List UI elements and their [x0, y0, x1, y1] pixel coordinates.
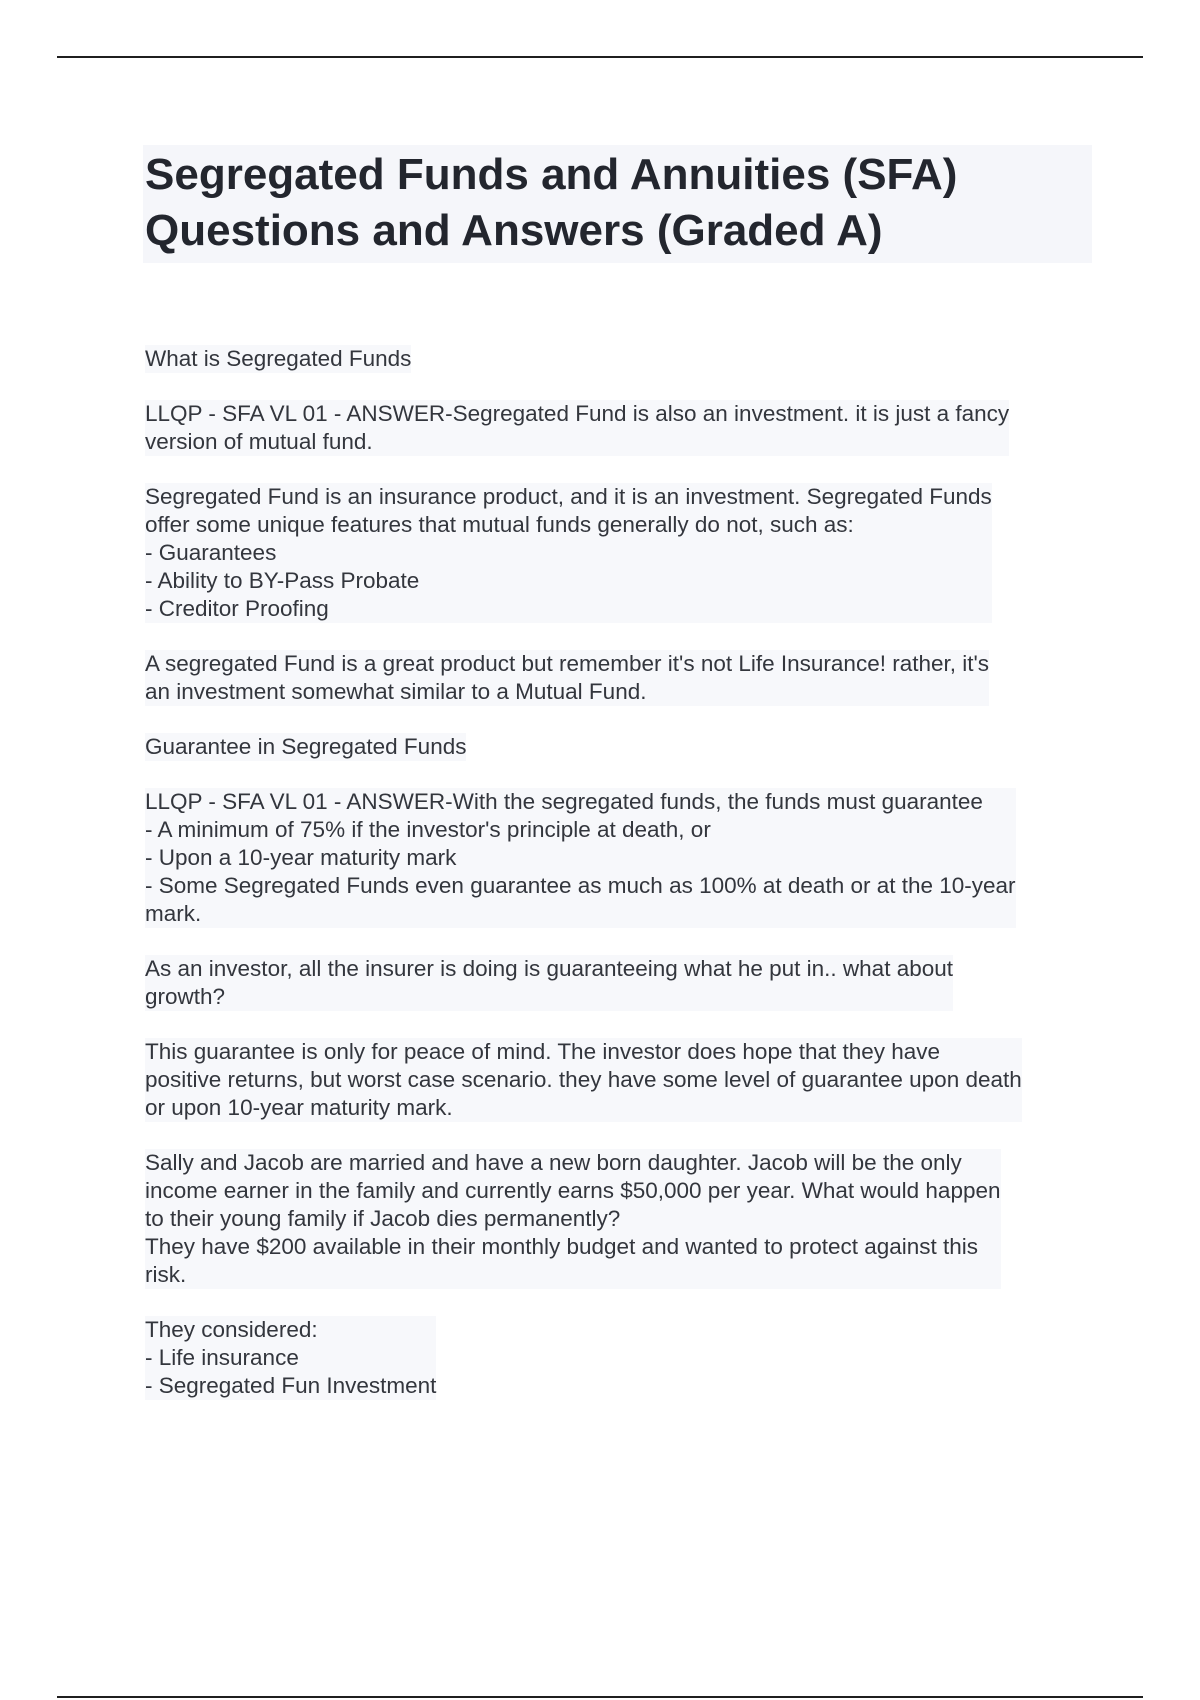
list-item: - Creditor Proofing: [145, 596, 329, 621]
answer-paragraph: [145, 650, 1090, 706]
list-item: - A minimum of 75% if the investor's principle at death, or: [145, 817, 711, 842]
text-line: They have $200 available in their monthly budget and wanted to protect against this: [145, 1233, 1001, 1261]
text-line: Guarantee in Segregated Funds: [145, 734, 467, 759]
list-item: - Guarantees: [145, 540, 277, 565]
text-line: growth?: [145, 984, 226, 1009]
answer-paragraph: [145, 483, 1090, 623]
title-line: Segregated Funds and Annuities (SFA): [145, 150, 958, 199]
document-body: [145, 345, 1090, 1400]
answer-paragraph: [145, 400, 1090, 456]
text-line: mark.: [145, 901, 202, 926]
question-paragraph: [145, 955, 1090, 1011]
list-item: - Some Segregated Funds even guarantee as much as 100% at death or at the 10-year: [145, 873, 1016, 898]
text-line: an investment somewhat similar to a Mutual Fund.: [145, 679, 647, 704]
answer-paragraph: [145, 788, 1090, 928]
bottom-rule: [57, 1696, 1143, 1698]
text-line: offer some unique features that mutual funds generally do not, such as:: [145, 511, 992, 539]
list-item: - Segregated Fun Investment: [145, 1373, 437, 1398]
list-item: - Ability to BY-Pass Probate: [145, 568, 420, 593]
list-item: - Life insurance: [145, 1345, 299, 1370]
question-paragraph: [145, 1149, 1090, 1289]
document-title: [145, 147, 1090, 259]
text-line: version of mutual fund.: [145, 429, 373, 454]
text-line: Segregated Fund is an insurance product, and it is an investment. Segregated Funds: [145, 484, 992, 509]
text-line: What is Segregated Funds: [145, 346, 412, 371]
text-line: This guarantee is only for peace of mind. The investor does hope that they have: [145, 1038, 1022, 1066]
text-line: LLQP - SFA VL 01 - ANSWER-Segregated Fund is also an investment. it is just a fancy: [145, 401, 1010, 426]
text-line: They considered:: [145, 1317, 318, 1342]
document-content: [145, 145, 1090, 1427]
text-line: or upon 10-year maturity mark.: [145, 1095, 453, 1120]
text-line: income earner in the family and currently earns $50,000 per year. What would happen: [145, 1178, 1001, 1203]
text-line: Sally and Jacob are married and have a new born daughter. Jacob will be the only: [145, 1149, 1001, 1177]
question-heading: [145, 733, 1090, 761]
title-line: Questions and Answers (Graded A): [145, 206, 883, 255]
text-line: to their young family if Jacob dies permanently?: [145, 1206, 621, 1231]
text-line: LLQP - SFA VL 01 - ANSWER-With the segregated funds, the funds must guarantee: [145, 788, 1016, 816]
text-line: risk.: [145, 1262, 187, 1287]
text-line: As an investor, all the insurer is doing is guaranteeing what he put in.. what about: [145, 956, 954, 981]
title-box: [143, 145, 1092, 263]
question-heading: [145, 345, 1090, 373]
text-line: A segregated Fund is a great product but remember it's not Life Insurance! rather, it's: [145, 651, 990, 676]
top-rule: [57, 56, 1143, 58]
question-paragraph: [145, 1316, 1090, 1400]
answer-paragraph: [145, 1038, 1090, 1122]
text-line: positive returns, but worst case scenario. they have some level of guarantee upon death: [145, 1067, 1022, 1092]
list-item: - Upon a 10-year maturity mark: [145, 845, 457, 870]
